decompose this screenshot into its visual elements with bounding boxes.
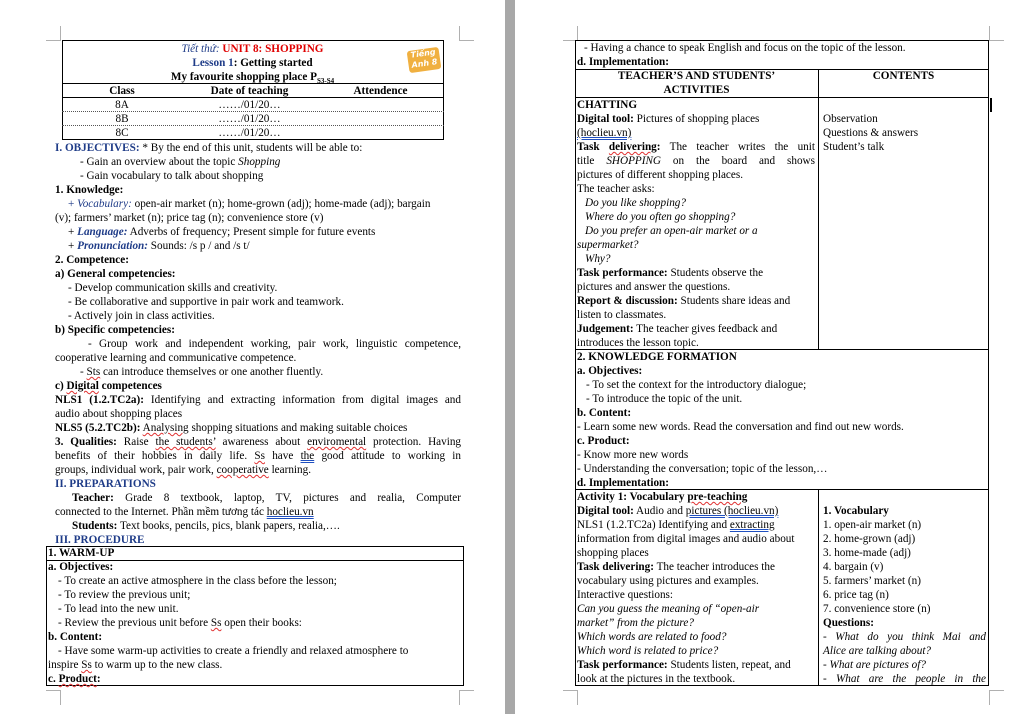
activity-line [577, 630, 726, 644]
text-span: the students’ [155, 436, 216, 448]
text-span: Activity 1: Vocabulary [577, 491, 688, 503]
col-date: Date of teaching [210, 85, 289, 97]
contents-item: Observation [823, 113, 878, 125]
text-span: the [300, 450, 315, 462]
text-span: a. Objectives: [577, 365, 643, 377]
text-span: listen to classmates. [577, 309, 667, 321]
text-span: learning. [268, 464, 312, 476]
text-span: d. Implementation: [577, 56, 669, 68]
text-span: - Review the previous unit before [58, 617, 211, 629]
text-span: - What are pictures of? [823, 659, 926, 671]
text-span: NLS1 (1.2.TC2a) Identifying and [577, 519, 730, 531]
text-span: audio about shopping places [55, 408, 183, 420]
text-span: - Be collaborative and supportive in pair work and teamwork. [68, 296, 344, 308]
text-span: - Learn some new words. Read the conversation and find out new words. [577, 421, 904, 433]
activity-line [585, 224, 758, 238]
text-span: look at the pictures in the textbook. [577, 673, 736, 685]
activity-line [577, 574, 759, 588]
activity-line [577, 168, 743, 182]
activity-line [577, 280, 730, 294]
text-span: groups, individual work, pair work, [55, 464, 217, 476]
class-cell: 8B [115, 113, 129, 125]
text-span: Task performance: [577, 659, 668, 671]
text-span: Task performance: [577, 267, 668, 279]
col-attendence: Attendence [353, 85, 408, 97]
date-cell: ……/01/20… [218, 113, 281, 125]
text-span: - Develop communication skills and creativity. [68, 282, 278, 294]
text-span: - What do you think Mai and [823, 631, 986, 643]
lesson-label: Lesson 1 [192, 57, 234, 69]
text-span: Interactive questions: [577, 589, 673, 601]
logo-text: Tiếng Anh 8 [410, 47, 438, 70]
text-span: on the board and shows [661, 155, 815, 167]
activity-line [577, 588, 673, 602]
text-span: Why? [585, 253, 611, 265]
text-span: extracting [729, 519, 775, 531]
activity-line [577, 504, 778, 518]
knowledge-line [586, 392, 742, 406]
text-span: - Actively join in class activities. [68, 310, 215, 322]
text-span: - To introduce the topic of the unit. [586, 393, 743, 405]
activity-line [577, 546, 649, 560]
lesson-topic: My favourite shopping place P [170, 71, 317, 83]
text-span: - Know more new words [577, 449, 689, 461]
text-span: information from digital images and audio about [577, 533, 795, 545]
table-rule [818, 69, 819, 349]
activity-line [577, 154, 815, 168]
text-span: c) [55, 380, 67, 392]
contents-item [823, 644, 931, 658]
text-span: delivering [608, 141, 657, 153]
text-span: - Gain an overview about the topic [80, 156, 239, 168]
text-span: Can you guess the meaning of “open-air [577, 603, 760, 615]
contents-item [823, 616, 874, 630]
text-span: competences [98, 380, 162, 392]
text-span: Audio and [633, 505, 686, 517]
activity-line [577, 658, 791, 672]
text-span: - Have some warm-up activities to create a friendly and relaxed atmosphere to [58, 645, 409, 657]
knowledge-line [577, 364, 642, 378]
text-span: The teacher asks: [577, 183, 655, 195]
text-span: 6. price tag (n) [823, 589, 889, 601]
knowledge-line [577, 406, 631, 420]
text-span: cooperative learning and communicative competence. [55, 352, 297, 364]
activity-line [577, 182, 655, 196]
lesson-pages: S3-S4 [316, 77, 335, 86]
text-span: 2. Competence: [55, 254, 129, 266]
activity-line [585, 252, 610, 266]
text-span: (v); farmers’ market (n); price tag (n); convenience store (v) [55, 212, 324, 224]
text-span: Shopping [238, 156, 281, 168]
text-span: b. Content: [577, 407, 632, 419]
activity-line [577, 532, 794, 546]
date-cell: ……/01/20… [218, 99, 281, 111]
knowledge-line [577, 448, 688, 462]
text-span: Digital [66, 380, 99, 392]
activity-line [577, 322, 777, 336]
text-span: Which word is related to price? [577, 645, 719, 657]
text-span: 1. Knowledge: [55, 184, 124, 196]
text-span: pictures of different shopping places. [577, 169, 744, 181]
text-span: vocabulary using pictures and examples. [577, 575, 759, 587]
text-span: Text books, pencils, pics, blank papers, realia,…. [117, 520, 340, 532]
text-span: - Having a chance to speak English and focus on the topic of the lesson. [584, 42, 906, 54]
text-span: 2. KNOWLEDGE FORMATION [577, 351, 737, 363]
text-span: can introduce themselves or one another fluently. [100, 366, 324, 378]
text-span: + [68, 198, 78, 210]
text-span: shopping places [577, 547, 649, 559]
text-span: open their books: [221, 617, 302, 629]
text-span: - Group work and independent working, pair work, linguistic competence, [88, 338, 461, 350]
text-span: enviromental [307, 436, 367, 448]
text-span: 1. Vocabulary [823, 505, 889, 517]
activity-line [577, 266, 763, 280]
contents-item: Questions & answers [823, 127, 919, 139]
text-span: 1. WARM-UP [48, 547, 115, 559]
activity-line [577, 308, 666, 322]
col-contents: CONTENTS [872, 70, 935, 82]
activity-line [577, 238, 639, 252]
lesson-title-prefix: Tiết thứ: [181, 43, 223, 55]
text-span: - What are the people in the [823, 673, 986, 685]
knowledge-line [577, 434, 630, 448]
text-span: 7. convenience store (n) [823, 603, 931, 615]
text-span: Vocabulary: [77, 198, 132, 210]
text-span: - To create an active atmosphere in the class before the lesson; [58, 575, 337, 587]
unit-title: UNIT 8: SHOPPING [222, 43, 324, 55]
contents-item [823, 574, 921, 588]
body-line [577, 55, 669, 69]
text-span: II. PREPARATIONS [55, 478, 156, 490]
text-span: Ss [210, 617, 222, 629]
text-span: - To review the previous unit; [58, 589, 191, 601]
text-span: Identifying and extracting information from digital images and [143, 394, 461, 406]
text-span: market” from the picture? [577, 617, 694, 629]
class-cell: 8A [115, 99, 129, 111]
text-span: The teacher writes the unit [660, 141, 815, 153]
activity-line [577, 490, 747, 504]
col-class: Class [109, 85, 135, 97]
text-span: b) Specific competencies: [55, 324, 175, 336]
text-span: I. OBJECTIVES: [55, 142, 140, 154]
contents-item [823, 504, 889, 518]
text-span: pictures and answer the questions. [577, 281, 731, 293]
text-span: - Gain vocabulary to talk about shopping [80, 170, 264, 182]
text-span: Students share ideas and [677, 295, 791, 307]
text-span: Task [577, 141, 609, 153]
text-span: Ss [81, 659, 92, 671]
text-span: NLS5 (5.2.TC2b): [55, 422, 141, 434]
activity-line [577, 644, 718, 658]
text-span: : [656, 141, 661, 153]
col-activities: ACTIVITIES [663, 84, 730, 96]
activity-line [577, 616, 694, 630]
text-span: 4. bargain (v) [823, 561, 884, 573]
body-line [584, 41, 906, 55]
text-span: - [80, 366, 87, 378]
text-span: Grade 8 textbook, laptop, TV, pictures and realia, Computer [113, 492, 461, 504]
text-span: Task delivering: [577, 561, 654, 573]
contents-item [823, 672, 986, 686]
text-span[interactable]: pictures (hoclieu.vn) [685, 505, 779, 517]
text-span: Product [58, 673, 97, 685]
contents-item [823, 518, 921, 532]
contents-item [823, 602, 930, 616]
text-span: good attitude to working in [314, 450, 461, 462]
text-span: Questions: [823, 617, 874, 629]
text-span: have [264, 450, 301, 462]
text-span: 2. home-grown (adj) [823, 533, 916, 545]
text-span: connected to the Internet. Phần mềm tương tác [55, 506, 267, 518]
activity-line [577, 112, 759, 126]
text-span[interactable]: hoclieu.vn [266, 506, 314, 518]
activity-line [577, 140, 815, 154]
text-span: title [577, 155, 607, 167]
text-span: SHOPPING [606, 155, 661, 167]
text-span: supermarket? [577, 239, 639, 251]
activity-line [577, 518, 775, 532]
activity-line [577, 126, 631, 140]
text-span: 3. home-made (adj) [823, 547, 911, 559]
text-span: 1. open-air market (n) [823, 519, 922, 531]
text-span: a) General competencies: [55, 268, 176, 280]
text-span: Report & discussion: [577, 295, 678, 307]
text-span: Alice are talking about? [823, 645, 932, 657]
contents-item [823, 658, 926, 672]
text-span: Digital tool: [577, 505, 634, 517]
text-span: to warm up to the new class. [91, 659, 223, 671]
text-span: benefits of their hobbies in daily life. [55, 450, 255, 462]
contents-item [823, 630, 986, 644]
text-span: Students listen, repeat, and [667, 659, 791, 671]
text-span: + [68, 226, 78, 238]
text-span: - To set the context for the introductory dialogue; [586, 379, 807, 391]
date-cell: ……/01/20… [218, 127, 281, 139]
text-span: * By the end of this unit, students will be able to: [139, 142, 363, 154]
activity-line [577, 98, 637, 112]
text-span: III. PROCEDURE [55, 534, 145, 546]
activity-line [577, 672, 735, 686]
text-span: Digital tool: [577, 113, 634, 125]
text-span: Sts [86, 366, 101, 378]
text-span: : [96, 673, 101, 685]
text-span: - To lead into the new unit. [58, 603, 179, 615]
text-span: Students: [72, 520, 118, 532]
contents-item [823, 532, 915, 546]
text-span: The teacher introduces the [653, 561, 775, 573]
col-teacher-students: TEACHER’S AND STUDENTS’ [617, 70, 776, 82]
activity-line [577, 336, 699, 350]
table-rule [818, 489, 819, 686]
text-span: Do you like shopping? [585, 197, 686, 209]
text-span: 5. farmers’ market (n) [823, 575, 921, 587]
text-span: 3. Qualities: [55, 436, 117, 448]
knowledge-line [577, 462, 827, 476]
knowledge-line [577, 476, 669, 490]
activity-line [577, 602, 759, 616]
text-span: Students observe the [667, 267, 764, 279]
text-span: Sounds: /s p / and /s t/ [147, 240, 250, 252]
text-span: pre-teaching [687, 491, 748, 503]
text-span: Do you prefer an open-air market or a [585, 225, 758, 237]
text-span: Adverbs of frequency; Present simple for future events [127, 226, 376, 238]
class-cell: 8C [115, 127, 129, 139]
activity-line [585, 210, 735, 224]
text-span: Pictures of shopping places [633, 113, 760, 125]
text-span: + [68, 240, 78, 252]
text-span: Where do you often go shopping? [585, 211, 736, 223]
text-span: CHATTING [577, 99, 638, 111]
text-cursor [990, 98, 992, 112]
knowledge-line [586, 378, 806, 392]
text-span: NLS1 (1.2.TC2a): [55, 394, 144, 406]
text-span: Raise [116, 436, 156, 448]
text-span: awareness about [215, 436, 308, 448]
contents-item [823, 546, 911, 560]
text-span: The teacher gives feedback and [633, 323, 778, 335]
text-span: cooperative [216, 464, 269, 476]
text-span: a. Objectives: [48, 561, 114, 573]
text-span: - Understanding the conversation; topic of the lesson,… [577, 463, 828, 475]
text-span: Teacher: [72, 492, 114, 504]
text-span: inspire [48, 659, 82, 671]
lesson-rest: : Getting started [233, 57, 313, 69]
knowledge-line [577, 420, 904, 434]
contents-item: Student’s talk [823, 141, 885, 153]
text-span: Pronunciation: [77, 240, 148, 252]
text-span: Which words are related to food? [577, 631, 727, 643]
text-span: Judgement: [577, 323, 634, 335]
knowledge-line [577, 350, 737, 364]
text-span[interactable]: (hoclieu.vn) [577, 127, 632, 139]
text-span: Ss [254, 450, 265, 462]
text-span: Language: [77, 226, 128, 238]
activity-line [577, 294, 790, 308]
text-span: c. Product: [577, 435, 630, 447]
text-span: introduces the lesson topic. [577, 337, 699, 349]
activity-line [585, 196, 686, 210]
contents-item [823, 560, 883, 574]
table-rule [575, 97, 989, 98]
activity-line [577, 560, 775, 574]
text-span: b. Content: [48, 631, 103, 643]
contents-item [823, 588, 889, 602]
text-span: open-air market (n); home-grown (adj); home-made (adj); bargain [131, 198, 431, 210]
text-span: d. Implementation: [577, 477, 669, 489]
text-span: shopping situations and making suitable choices [188, 422, 408, 434]
text-span: protection. Having [366, 436, 462, 448]
text-span: Analysing [142, 422, 189, 434]
text-span: c. [48, 673, 59, 685]
